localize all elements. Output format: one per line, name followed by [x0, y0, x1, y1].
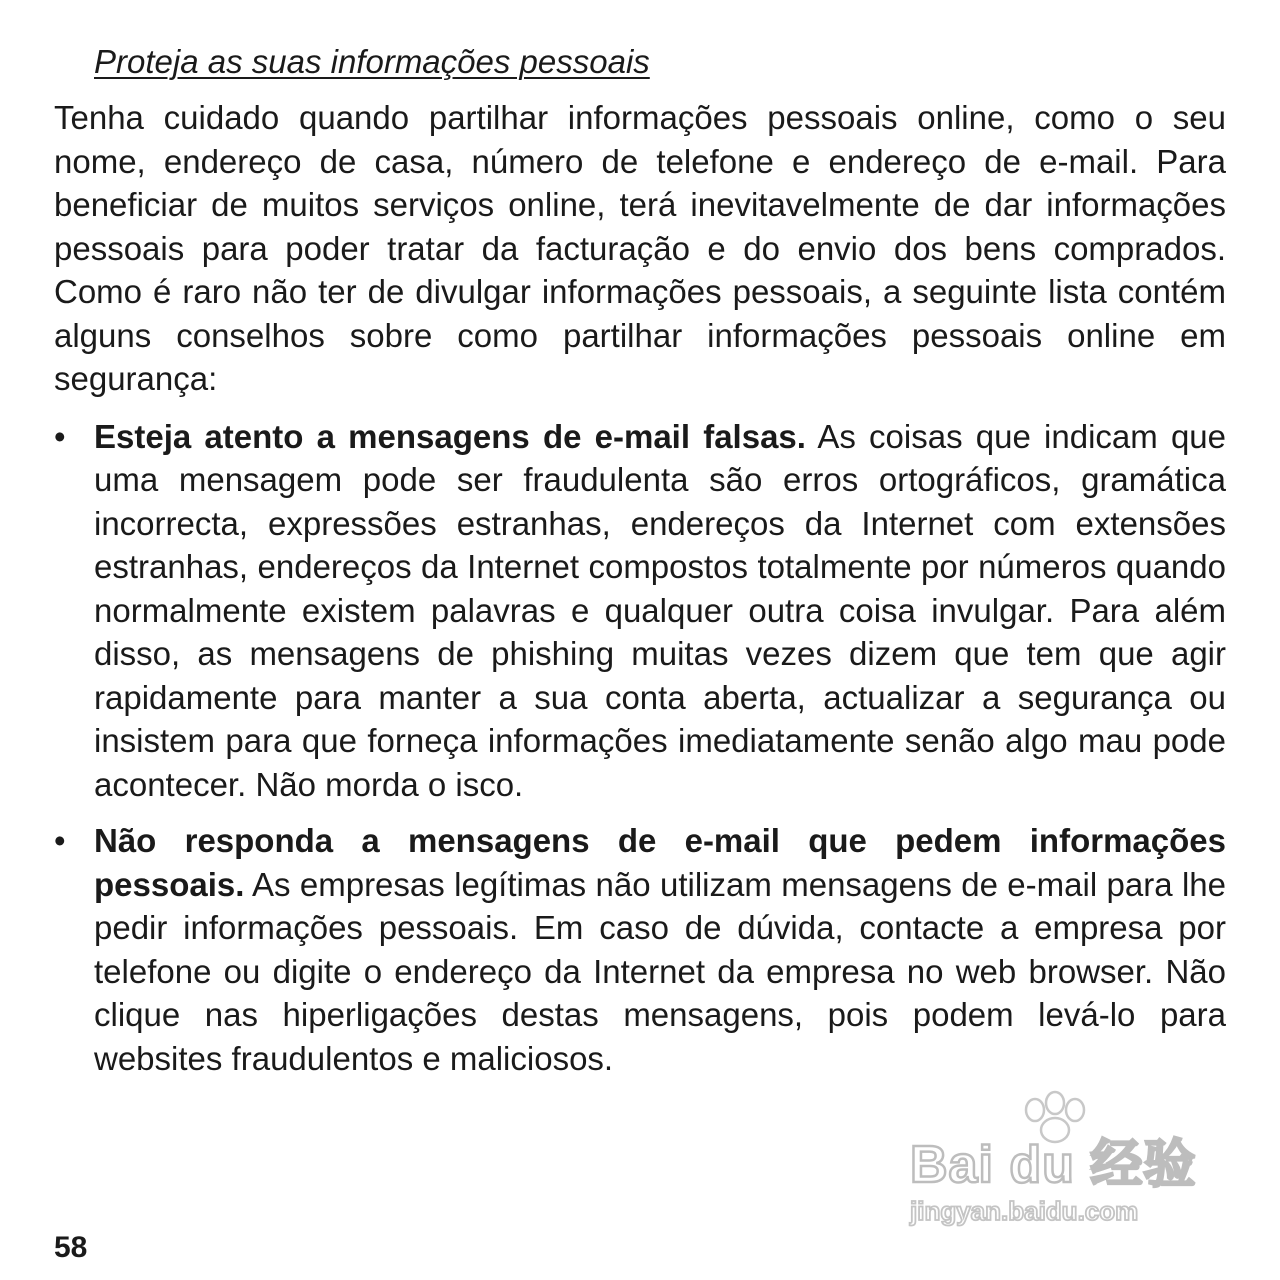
list-item [54, 819, 1226, 1080]
bullet-lead: Não responda a mensagens de e-mail que pedem informações pessoais. [94, 822, 1226, 903]
bullet-icon: • [54, 417, 66, 455]
watermark-url: jingyan.baidu.com [910, 1196, 1139, 1226]
bullet-text: As empresas legítimas não utilizam mensagens de e-mail para lhe pedir informações pessoais. Em caso de dúvida, contacte a empresa por telefone ou digite o endereço da Internet da empresa no web browser. Não clique nas hiperligações destas mensagens, pois podem levá-lo para websites fraudulentos e maliciosos. [94, 865, 1226, 1077]
advice-list [54, 415, 1226, 1081]
paw-icon [1026, 1092, 1084, 1142]
bullet-lead: Esteja atento a mensagens de e-mail falsas. [94, 417, 806, 455]
intro-paragraph: Tenha cuidado quando partilhar informações pessoais online, como o seu nome, endereço de casa, número de telefone e endereço de e-mail. Para beneficiar de muitos serviços online, terá inevitavelmente de dar informações pessoais para poder tratar da facturação e do envio dos bens comprados. Como é raro não ter de divulgar informações pessoais, a seguinte lista contém alguns conselhos sobre como partilhar informações pessoais online em segurança: [54, 99, 1226, 397]
baidu-watermark [905, 1090, 1205, 1230]
document-page [54, 40, 1226, 1093]
bullet-icon: • [54, 822, 66, 859]
list-item [54, 415, 1226, 807]
page-number: 58 [54, 1231, 88, 1264]
watermark-logo-text: Bai du 经验 [910, 1136, 1197, 1194]
baidu-logo [905, 1090, 1205, 1230]
bullet-text: As coisas que indicam que uma mensagem pode ser fraudulenta são erros ortográficos, gramática incorrecta, expressões estranhas, endereços da Internet com extensões estranhas, endereços da Internet compostos totalmente por números quando normalmente existem palavras e qualquer outra coisa invulgar. Para além disso, as mensagens de phishing muitas vezes dizem que tem que agir rapidamente para manter a sua conta aberta, actualizar a segurança ou insistem para que forneça informações imediatamente senão algo mau pode acontecer. Não morda o isco. [94, 417, 1227, 803]
section-heading: Proteja as suas informações pessoais [94, 43, 650, 80]
